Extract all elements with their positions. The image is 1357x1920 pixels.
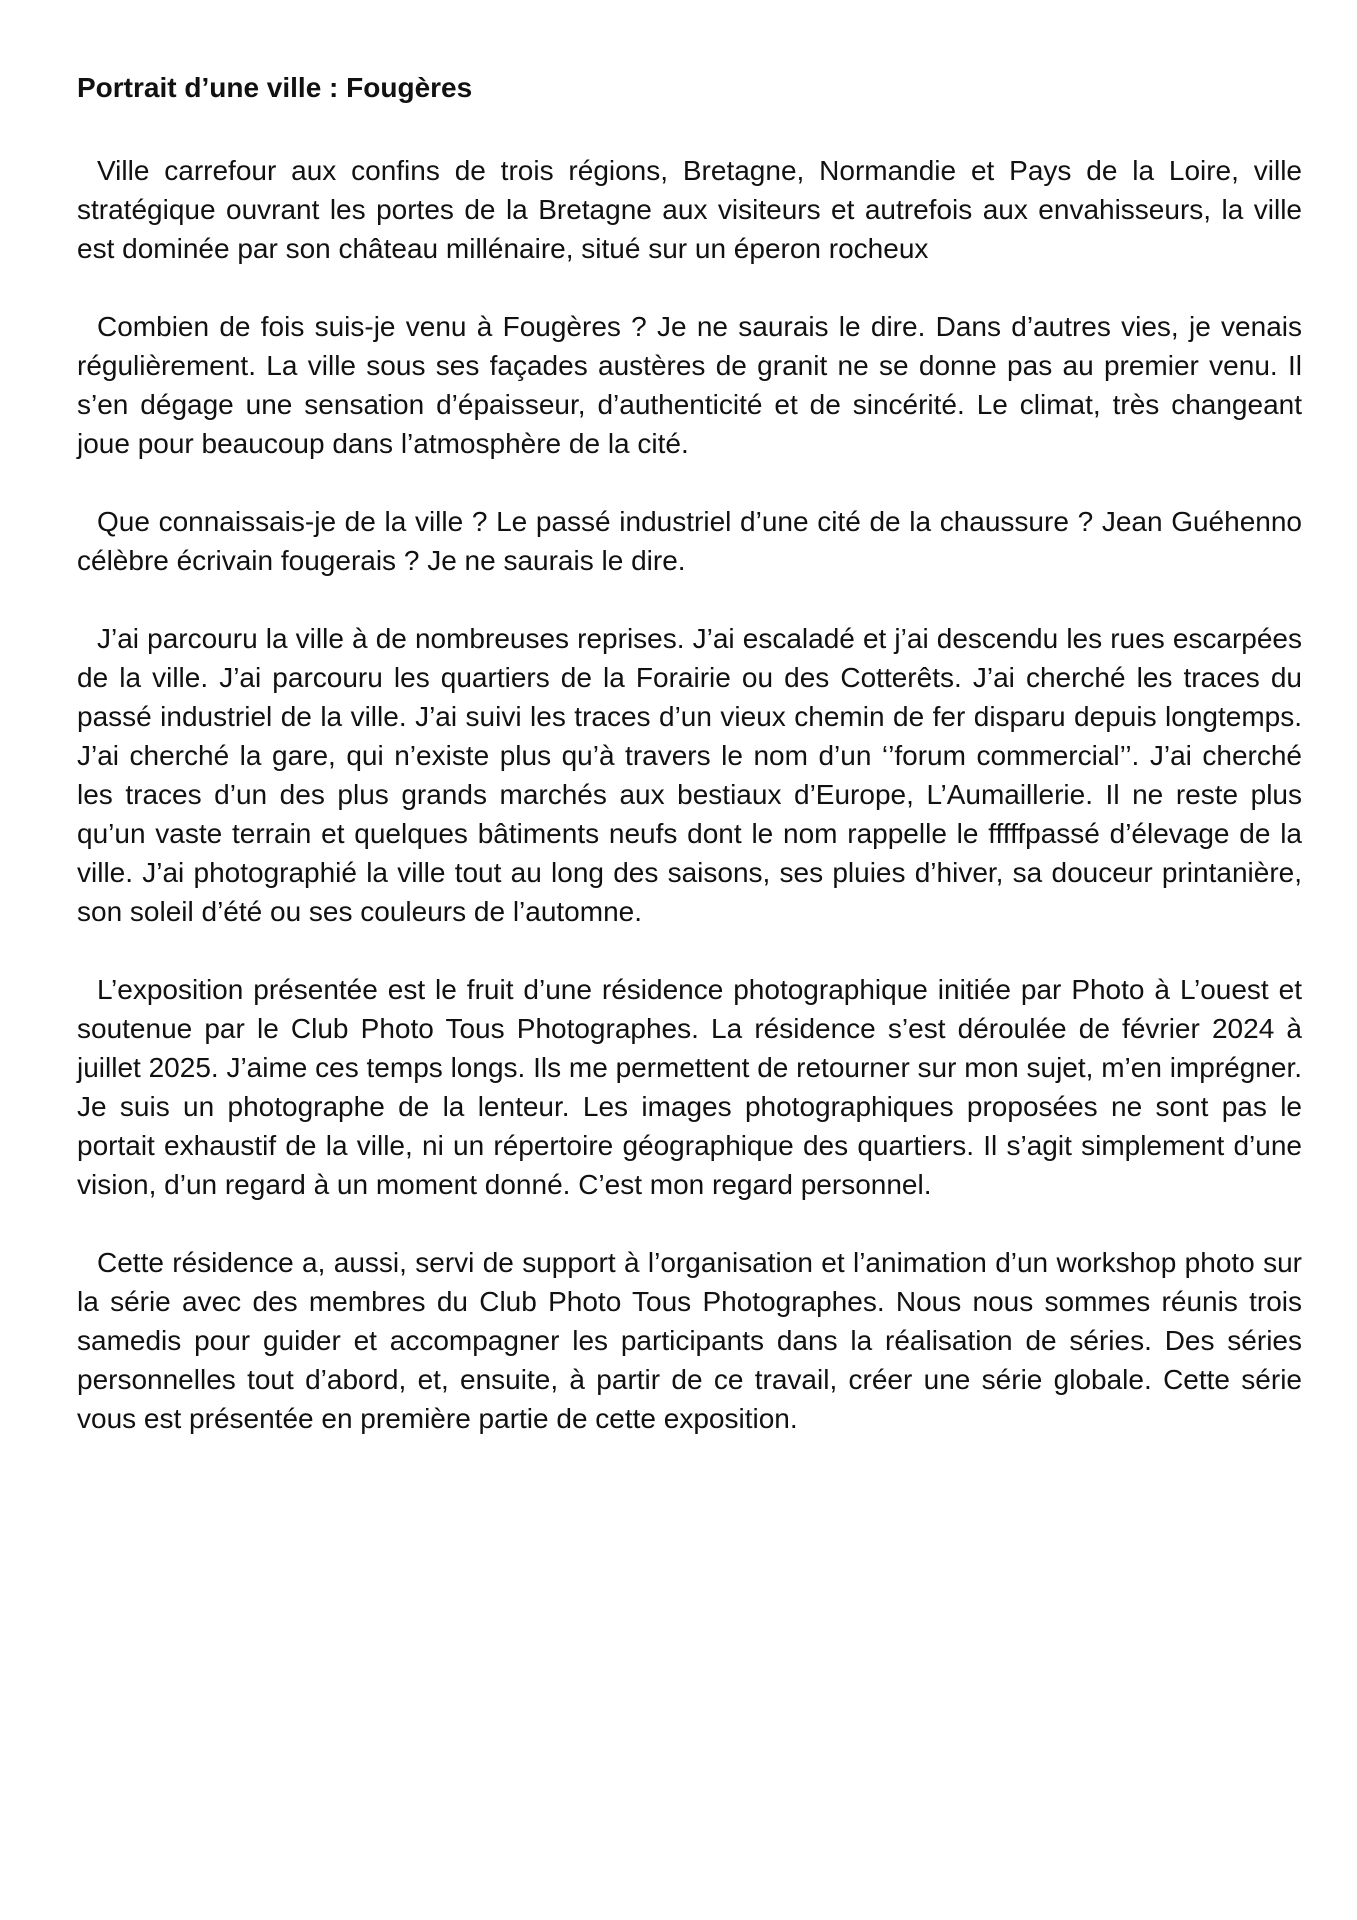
paragraph-intro: Ville carrefour aux confins de trois régions, Bretagne, Normandie et Pays de la Loire, ville stratégique ouvrant les portes de la Bretagne aux visiteurs et autrefois aux envahisseurs, la ville est dominée par son château millénaire, situé sur un éperon rocheux bbox=[77, 155, 1302, 264]
document-page bbox=[77, 55, 1302, 1477]
document-title: Portrait d’une ville : Fougères bbox=[77, 72, 473, 103]
paragraph-visits: Combien de fois suis-je venu à Fougères ? Je ne saurais le dire. Dans d’autres vies, je venais régulièrement. La ville sous ses façades austères de granit ne se donne pas au premier venu. Il s’en dégage une sensation d’épaisseur, d’authenticité et de sincérité. Le climat, très changeant joue pour beaucoup dans l’atmosphère de la cité. bbox=[77, 311, 1302, 459]
paragraph-workshop: Cette résidence a, aussi, servi de support à l’organisation et l’animation d’un workshop photo sur la série avec des membres du Club Photo Tous Photographes. Nous nous sommes réunis trois samedis pour guider et accompagner les participants dans la réalisation de séries. Des séries personnelles tout d’abord, et, ensuite, à partir de ce travail, créer une série globale. Cette série vous est présentée en première partie de cette exposition. bbox=[77, 1247, 1302, 1434]
paragraph-exhibition: L’exposition présentée est le fruit d’une résidence photographique initiée par Photo à L’ouest et soutenue par le Club Photo Tous Photographes. La résidence s’est déroulée de février 2024 à juillet 2025. J’aime ces temps longs. Ils me permettent de retourner sur mon sujet, m’en imprégner. Je suis un photographe de la lenteur. Les images photographiques proposées ne sont pas le portait exhaustif de la ville, ni un répertoire géographique des quartiers. Il s’agit simplement d’une vision, d’un regard à un moment donné. C’est mon regard personnel. bbox=[77, 974, 1302, 1200]
paragraph-explorations: J’ai parcouru la ville à de nombreuses reprises. J’ai escaladé et j’ai descendu les rues escarpées de la ville. J’ai parcouru les quartiers de la Forairie ou des Cotterêts. J’ai cherché les traces du passé industriel de la ville. J’ai suivi les traces d’un vieux chemin de fer disparu depuis longtemps. J’ai cherché la gare, qui n’existe plus qu’à travers le nom d’un ‘’forum commercial’’. J’ai cherché les traces d’un des plus grands marchés aux bestiaux d’Europe, L’Aumaillerie. Il ne reste plus qu’un vaste terrain et quelques bâtiments neufs dont le nom rappelle le fffffpassé d’élevage de la ville. J’ai photographié la ville tout au long des saisons, ses pluies d’hiver, sa douceur printanière, son soleil d’été ou ses couleurs de l’automne. bbox=[77, 623, 1302, 927]
paragraph-knowledge: Que connaissais-je de la ville ? Le passé industriel d’une cité de la chaussure ? Jean Guéhenno célèbre écrivain fougerais ? Je ne saurais le dire. bbox=[77, 506, 1302, 576]
